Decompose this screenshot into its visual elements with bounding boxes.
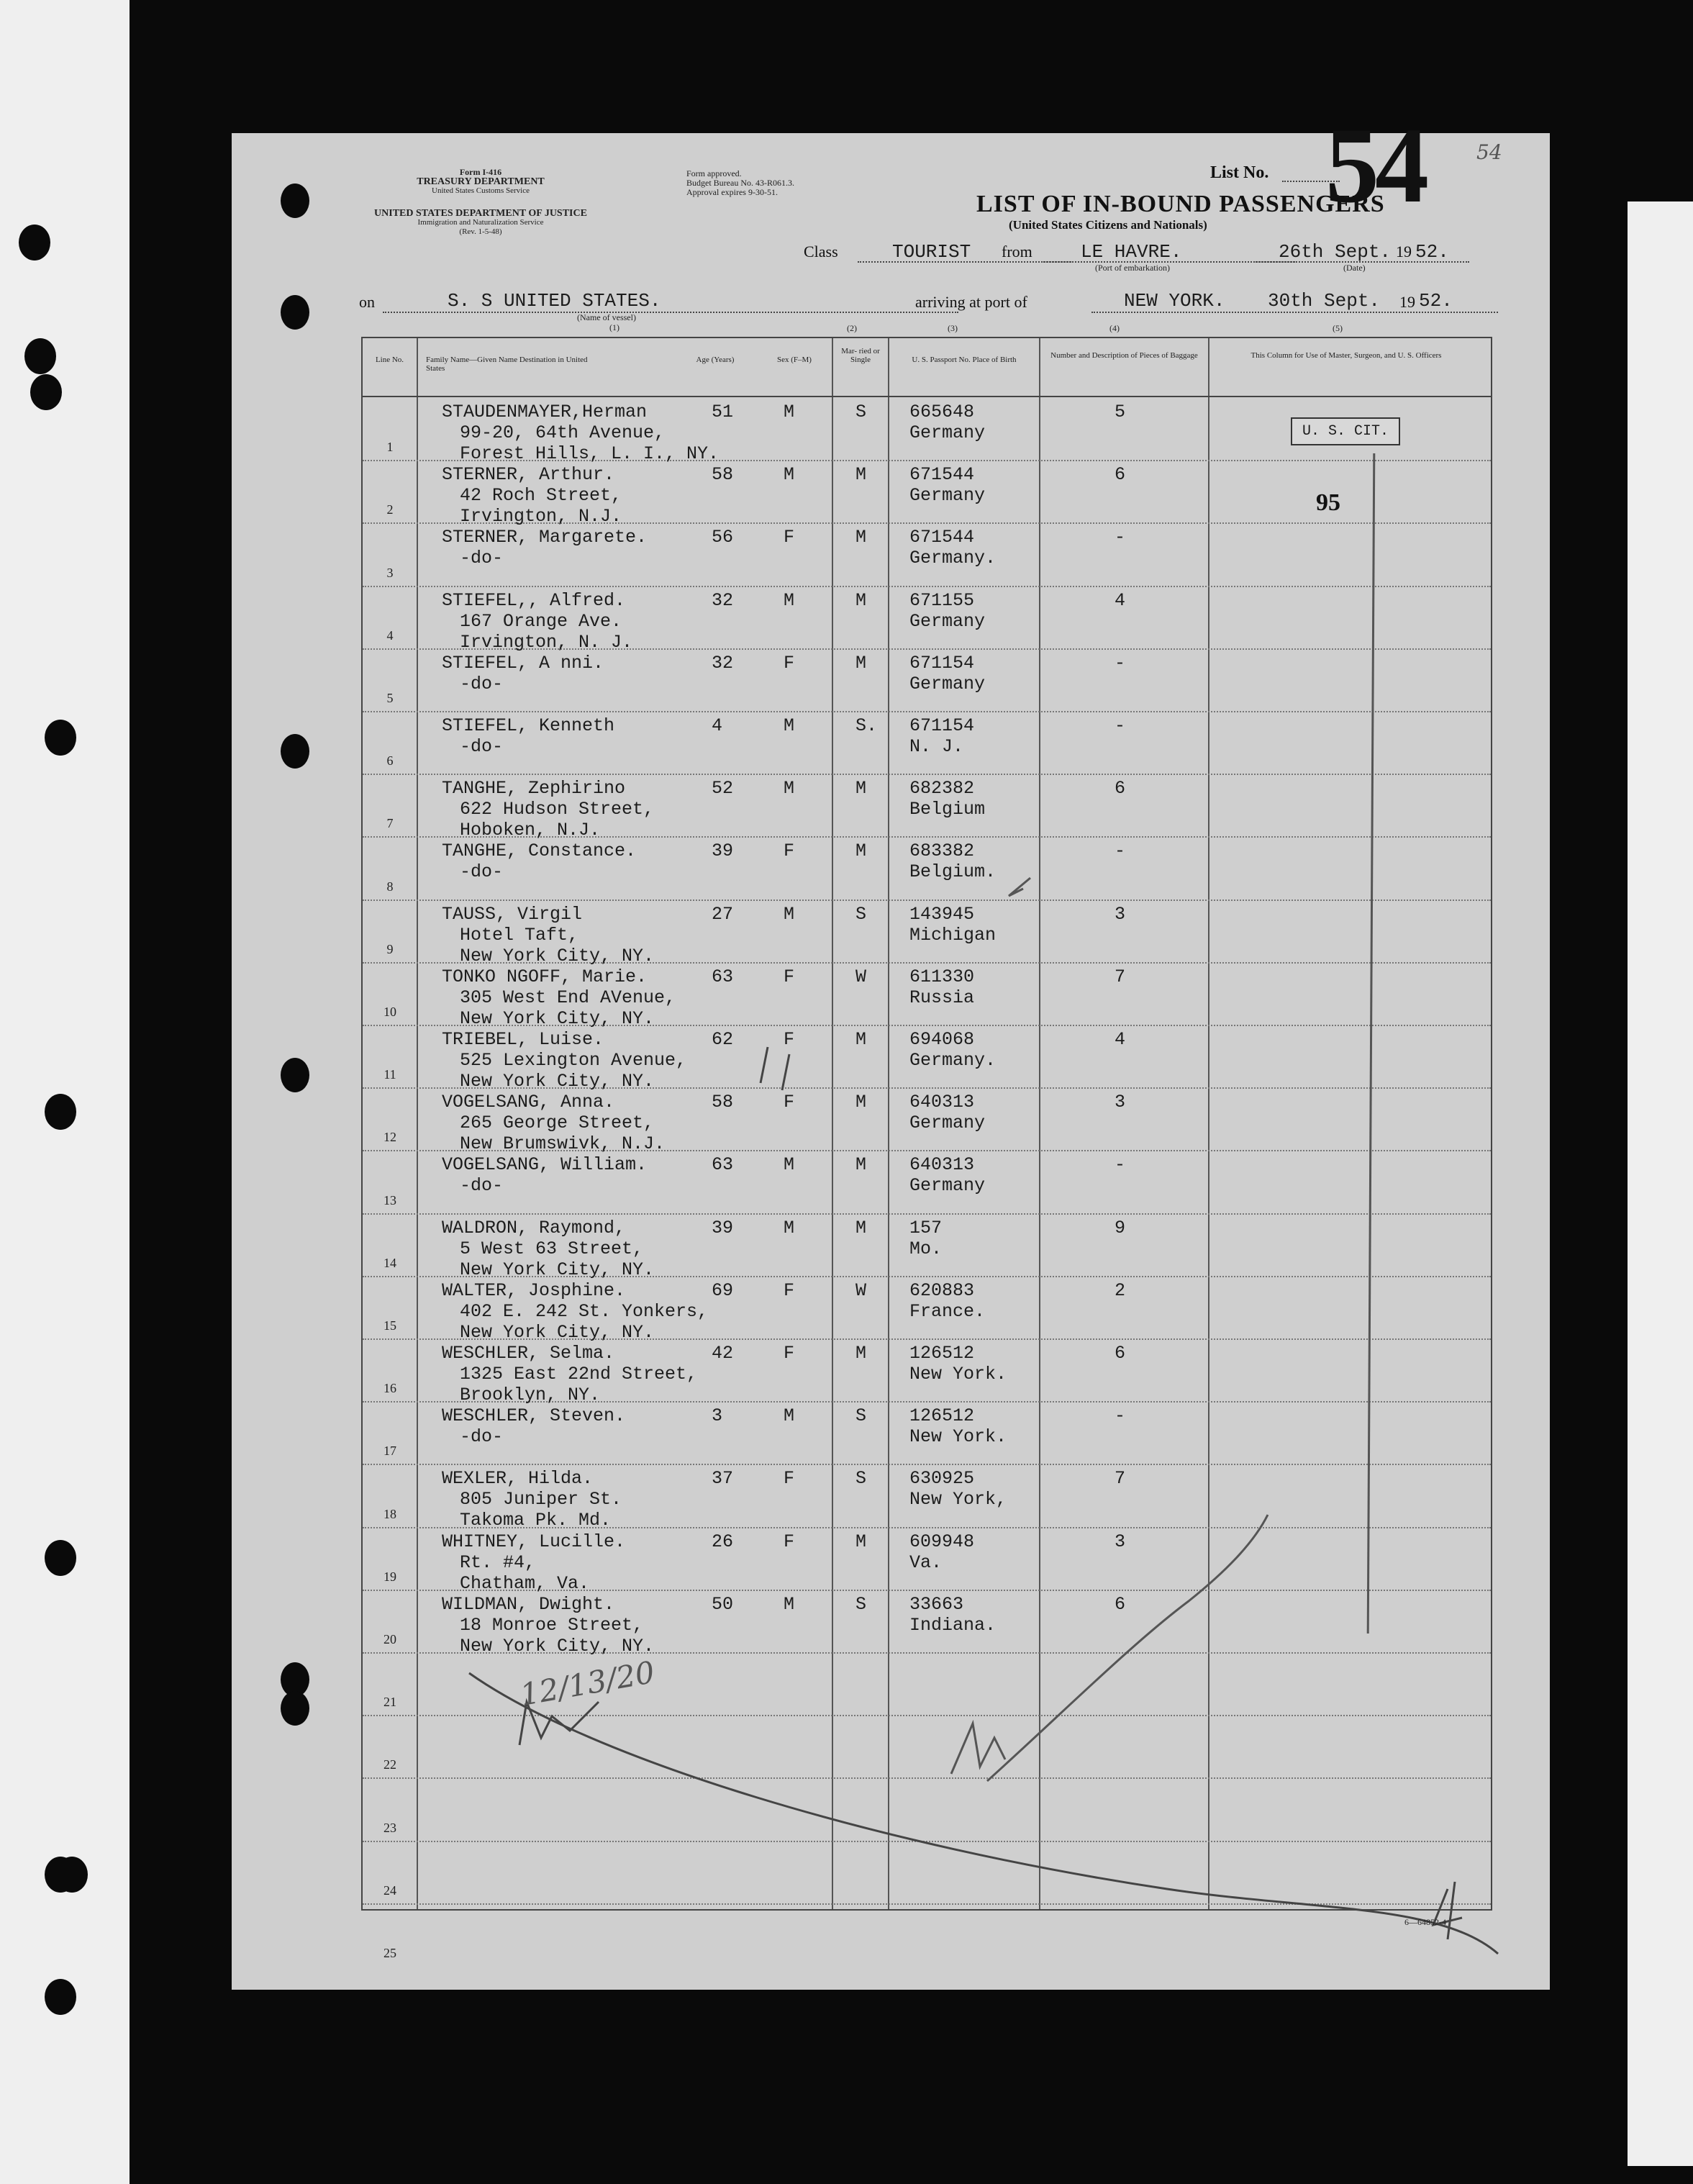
passenger-marital-status: M [855,1092,867,1113]
passenger-age: 39 [712,840,734,862]
passenger-passport: 143945 [909,903,975,925]
passenger-marital-status: M [855,527,867,548]
punch-hole [19,225,50,260]
col-header-line-no: Line No. [375,355,404,364]
line-number: 14 [383,1255,396,1270]
line-number: 10 [383,1005,396,1019]
punch-hole [45,1094,76,1130]
passenger-sex: F [784,1279,795,1301]
date-caption: (Date) [1343,263,1366,273]
line-number: 2 [386,502,394,517]
line-number: 1 [386,440,394,455]
passenger-birthplace: Germany [909,1113,986,1134]
passenger-address-2: Brooklyn, NY. [460,1385,601,1405]
line-number: 25 [383,1946,396,1960]
passenger-sex: M [784,715,795,736]
passenger-sex: F [784,1468,795,1490]
passenger-address-1: -do- [460,861,504,883]
passenger-address-1: 99-20, 64th Avenue, [460,422,666,443]
handwritten-stroke [469,1673,1498,1954]
passenger-baggage: - [1115,527,1126,548]
passenger-age: 32 [712,589,734,611]
page-title: LIST OF IN-BOUND PASSENGERS [976,191,1385,217]
passenger-sex: F [784,840,795,862]
signature-stroke [987,1515,1268,1781]
punch-hole [45,720,76,756]
passenger-sex: F [784,1092,795,1113]
manifest-page [232,106,1550,1990]
customs-service: United States Customs Service [432,186,530,195]
passenger-passport: 640313 [909,1154,975,1176]
passenger-address-2: Takoma Pk. Md. [460,1510,612,1531]
line-number: 13 [383,1192,396,1207]
passenger-baggage: - [1115,1405,1126,1427]
treasury-dept: TREASURY DEPARTMENT [417,176,545,187]
film-strip-left [0,0,130,2184]
list-no-label: List No. [1210,163,1269,182]
passenger-address-1: 525 Lexington Avenue, [460,1050,687,1071]
passenger-marital-status: S [855,1593,867,1615]
passenger-sex: M [784,1593,795,1615]
revision: (Rev. 1-5-48) [459,227,502,236]
passenger-marital-status: S. [855,715,878,736]
passenger-birthplace: Mo. [909,1238,943,1259]
passenger-baggage: 7 [1115,966,1126,987]
passenger-marital-status: M [855,464,867,486]
passenger-name: STIEFEL, Kenneth [442,715,615,736]
punch-hole [45,1979,76,2015]
on-label: on [359,293,375,311]
passenger-birthplace: Michigan [909,924,997,946]
tick-mark [761,1047,789,1090]
passenger-age: 3 [712,1405,723,1427]
passenger-address-1: -do- [460,1175,504,1197]
col-num-2: (2) [847,323,857,333]
passenger-name: WALDRON, Raymond, [442,1217,626,1238]
passenger-baggage: - [1115,652,1126,674]
line-number: 6 [386,753,394,769]
date-year-prefix: 19 [1396,243,1412,260]
passenger-address-2: New York City, NY. [460,1071,655,1092]
passenger-passport: 694068 [909,1029,975,1050]
page-subtitle: (United States Citizens and Nationals) [1009,218,1207,232]
class-label: Class [804,243,838,260]
passenger-passport: 682382 [909,778,975,799]
passenger-address-1: -do- [460,1426,504,1448]
passenger-address-2: New York City, NY. [460,1321,655,1343]
passenger-address-1: Hotel Taft, [460,924,579,946]
passenger-baggage: 6 [1115,778,1126,799]
passenger-sex: M [784,402,795,422]
passenger-marital-status: M [855,589,867,611]
line-number: 21 [383,1695,396,1710]
passenger-marital-status: M [855,1531,867,1552]
passenger-baggage: - [1115,1154,1126,1176]
passenger-baggage: 3 [1115,1092,1126,1113]
passenger-birthplace: France. [909,1300,986,1322]
punch-hole [30,374,62,410]
passenger-age: 32 [712,652,734,674]
passenger-birthplace: N. J. [909,736,964,757]
passenger-passport: 665648 [909,402,975,422]
handwritten-date: 12/13/20 [517,1654,658,1713]
passenger-address-1: 622 Hudson Street, [460,799,655,820]
from-value: LE HAVRE. [1081,241,1182,263]
passenger-passport: 671154 [909,652,975,674]
passenger-passport: 683382 [909,840,975,862]
passenger-sex: M [784,589,795,611]
passenger-passport: 671544 [909,527,975,548]
passenger-baggage: 3 [1115,903,1126,925]
film-strip-right [1628,201,1693,2166]
passenger-name: STAUDENMAYER,Herman [442,402,648,422]
line-number: 11 [383,1067,396,1082]
passenger-baggage: 5 [1115,402,1126,422]
passenger-address-2: New York City, NY. [460,1635,655,1657]
passenger-age: 56 [712,527,734,548]
port-caption: (Port of embarkation) [1095,263,1170,273]
passenger-marital-status: W [855,1279,867,1301]
budget-text: Budget Bureau No. 43-R061.3. [686,178,794,188]
col-header-age: Age (Years) [696,355,735,364]
vessel-num: (1) [609,322,619,332]
passenger-age: 39 [712,1217,734,1238]
col-header-sex: Sex (F–M) [777,355,812,364]
passenger-age: 63 [712,1154,734,1176]
passenger-address-2: New Brumswivk, N.J. [460,1133,666,1155]
passenger-birthplace: Germany [909,673,986,694]
passenger-sex: F [784,652,795,674]
col-header-officers: This Column for Use of Master, Surgeon, and U. S. Officers [1251,351,1442,360]
signature-stroke [951,1723,1005,1774]
list-no-small: 54 [1476,140,1502,164]
class-value: TOURIST [892,241,971,263]
passenger-baggage: - [1115,715,1126,736]
passenger-marital-status: S [855,903,867,925]
line-number: 3 [386,565,394,580]
passenger-age: 58 [712,464,734,486]
line-number: 7 [386,816,394,831]
passenger-birthplace: New York, [909,1489,1007,1510]
passenger-sex: M [784,903,795,925]
passenger-marital-status: S [855,402,867,422]
passenger-address-1: -do- [460,548,504,569]
passenger-baggage: 6 [1115,1343,1126,1364]
passenger-marital-status: M [855,1217,867,1238]
passenger-name: TONKO NGOFF, Marie. [442,966,648,987]
list-no-value: 54 [1325,106,1425,225]
passenger-passport: 126512 [909,1405,975,1427]
passenger-address-1: 805 Juniper St. [460,1489,622,1510]
passenger-birthplace: Germany [909,422,986,443]
passenger-address-1: -do- [460,736,504,757]
arrival-value: NEW YORK. [1124,290,1225,312]
passenger-baggage: - [1115,840,1126,862]
line-number: 5 [386,691,394,705]
passenger-age: 42 [712,1343,734,1364]
passenger-birthplace: New York. [909,1364,1007,1385]
count-mark: 95 [1316,489,1340,516]
passenger-passport: 611330 [909,966,975,987]
passenger-name: STIEFEL, A nni. [442,652,604,674]
col-header-baggage: Number and Description of Pieces of Baggage [1050,351,1198,360]
passenger-birthplace: New York. [909,1426,1007,1448]
justice-dept: UNITED STATES DEPARTMENT OF JUSTICE [374,208,587,219]
col-header-passport: U. S. Passport No. Place of Birth [912,355,1017,364]
passenger-marital-status: M [855,1343,867,1364]
us-cit-stamp: U. S. CIT. [1291,417,1400,445]
passenger-address-1: 265 George Street, [460,1113,655,1134]
passenger-baggage: 6 [1115,464,1126,486]
passenger-baggage: 4 [1115,1029,1126,1050]
line-number: 15 [383,1318,396,1333]
date-year: 52. [1415,241,1449,263]
passenger-address-1: Rt. #4, [460,1551,536,1573]
punch-hole [45,1540,76,1576]
passenger-marital-status: S [855,1405,867,1427]
line-number: 4 [386,627,394,643]
punch-hole [56,1857,88,1893]
passenger-age: 58 [712,1092,734,1113]
passenger-passport: 630925 [909,1468,975,1490]
passenger-passport: 640313 [909,1092,975,1113]
passenger-address-2: Irvington, N.J. [460,506,622,527]
passenger-birthplace: Belgium [909,799,986,820]
passenger-name: WESCHLER, Selma. [442,1343,615,1364]
passenger-address-2: New York City, NY. [460,1007,655,1029]
passenger-marital-status: M [855,1154,867,1176]
passenger-name: TAUSS, Virgil [442,903,583,925]
passenger-sex: M [784,1405,795,1427]
passenger-sex: F [784,1343,795,1364]
passenger-name: WILDMAN, Dwight. [442,1593,615,1615]
passenger-marital-status: M [855,652,867,674]
passenger-age: 62 [712,1029,734,1050]
passenger-passport: 33663 [909,1593,964,1615]
passenger-birthplace: Germany [909,1175,986,1197]
passenger-sex: M [784,1217,795,1238]
punch-hole [24,338,56,374]
passenger-marital-status: M [855,778,867,799]
passenger-address-2: Hoboken, N.J. [460,820,601,841]
passenger-sex: F [784,1029,795,1050]
passenger-name: TRIEBEL, Luise. [442,1029,604,1050]
passenger-address-2: Irvington, N. J. [460,631,633,653]
col-header-name: Family Name—Given Name Destination in United States [426,355,588,373]
passenger-sex: M [784,1154,795,1176]
passenger-address-2: New York City, NY. [460,1259,655,1280]
passenger-age: 52 [712,778,734,799]
passenger-marital-status: W [855,966,867,987]
passenger-baggage: 3 [1115,1531,1126,1552]
passenger-age: 26 [712,1531,734,1552]
passenger-address-1: 5 West 63 Street, [460,1238,644,1259]
passenger-birthplace: Germany [909,610,986,632]
passenger-address-2: Forest Hills, L. I., NY. [460,443,720,464]
passenger-name: VOGELSANG, Anna. [442,1092,615,1113]
passenger-sex: M [784,464,795,486]
passenger-birthplace: Russia [909,987,975,1008]
passenger-age: 4 [712,715,723,736]
passenger-sex: F [784,966,795,987]
passenger-baggage: 2 [1115,1279,1126,1301]
passenger-address-1: 305 West End AVenue, [460,987,676,1008]
passenger-name: WEXLER, Hilda. [442,1468,594,1490]
passenger-name: STERNER, Arthur. [442,464,615,486]
handwriting-layer [232,133,1550,1990]
date-value: 26th Sept. [1279,241,1392,263]
form-number: Form I-416 [459,167,502,177]
passenger-address-1: -do- [460,673,504,694]
expires-text: Approval expires 9-30-51. [686,187,778,197]
passenger-passport: 126512 [909,1343,975,1364]
vessel-value: S. S UNITED STATES. [448,290,661,312]
passenger-sex: F [784,527,795,548]
tick-mark [1009,878,1030,896]
passenger-birthplace: Germany. [909,548,997,569]
line-number: 16 [383,1381,396,1396]
passenger-baggage: 6 [1115,1593,1126,1615]
passenger-marital-status: S [855,1468,867,1490]
line-number: 20 [383,1632,396,1646]
col-header-married: Mar- ried or Single [841,347,880,364]
arrival-year: 52. [1419,290,1453,312]
col-num-3: (3) [948,323,958,333]
passenger-marital-status: M [855,840,867,862]
line-number: 22 [383,1757,396,1772]
passenger-baggage: 7 [1115,1468,1126,1490]
passenger-baggage: 4 [1115,589,1126,611]
col-num-4: (4) [1109,323,1120,333]
passenger-name: STIEFEL,, Alfred. [442,589,626,611]
passenger-birthplace: Va. [909,1551,943,1573]
arrival-date: 30th Sept. [1268,290,1381,312]
passenger-passport: 671544 [909,464,975,486]
passenger-name: WHITNEY, Lucille. [442,1531,626,1552]
passenger-address-2: Chatham, Va. [460,1572,590,1594]
passenger-age: 63 [712,966,734,987]
passenger-marital-status: M [855,1029,867,1050]
passenger-name: WALTER, Josphine. [442,1279,626,1301]
passenger-passport: 609948 [909,1531,975,1552]
passenger-name: VOGELSANG, William. [442,1154,648,1176]
line-number: 23 [383,1820,396,1835]
col-num-5: (5) [1333,323,1343,333]
passenger-baggage: 9 [1115,1217,1126,1238]
passenger-passport: 671155 [909,589,975,611]
line-number: 18 [383,1506,396,1521]
line-number: 19 [383,1569,396,1584]
passenger-sex: M [784,778,795,799]
line-number: 17 [383,1444,396,1459]
passenger-age: 27 [712,903,734,925]
passenger-name: TANGHE, Zephirino [442,778,626,799]
approved-text: Form approved. [686,168,742,178]
passenger-sex: F [784,1531,795,1552]
passenger-name: TANGHE, Constance. [442,840,637,862]
line-number: 12 [383,1130,396,1145]
passenger-birthplace: Indiana. [909,1614,997,1636]
vessel-caption: (Name of vessel) [577,312,636,322]
passenger-passport: 620883 [909,1279,975,1301]
passenger-birthplace: Germany [909,485,986,507]
bottom-code: 6—64852-4 [1404,1917,1446,1927]
line-number: 8 [386,879,394,894]
line-number: 24 [383,1882,396,1898]
passenger-passport: 671154 [909,715,975,736]
passenger-address-1: 167 Orange Ave. [460,610,622,632]
passenger-birthplace: Germany. [909,1050,997,1071]
passenger-address-1: 18 Monroe Street, [460,1614,644,1636]
arriving-label: arriving at port of [915,293,1027,311]
passenger-address-1: 42 Roch Street, [460,485,622,507]
passenger-address-1: 402 E. 242 St. Yonkers, [460,1300,709,1322]
passenger-name: STERNER, Margarete. [442,527,648,548]
passenger-age: 69 [712,1279,734,1301]
passenger-address-1: 1325 East 22nd Street, [460,1364,698,1385]
passenger-age: 37 [712,1468,734,1490]
line-number: 9 [386,941,394,956]
passenger-name: WESCHLER, Steven. [442,1405,626,1427]
passenger-age: 50 [712,1593,734,1615]
passenger-address-2: New York City, NY. [460,945,655,966]
immigration-service: Immigration and Naturalization Service [417,218,544,227]
passenger-passport: 157 [909,1217,943,1238]
passenger-birthplace: Belgium. [909,861,997,883]
arrival-year-prefix: 19 [1399,293,1415,311]
passenger-age: 51 [712,402,734,422]
from-label: from [1002,243,1032,260]
